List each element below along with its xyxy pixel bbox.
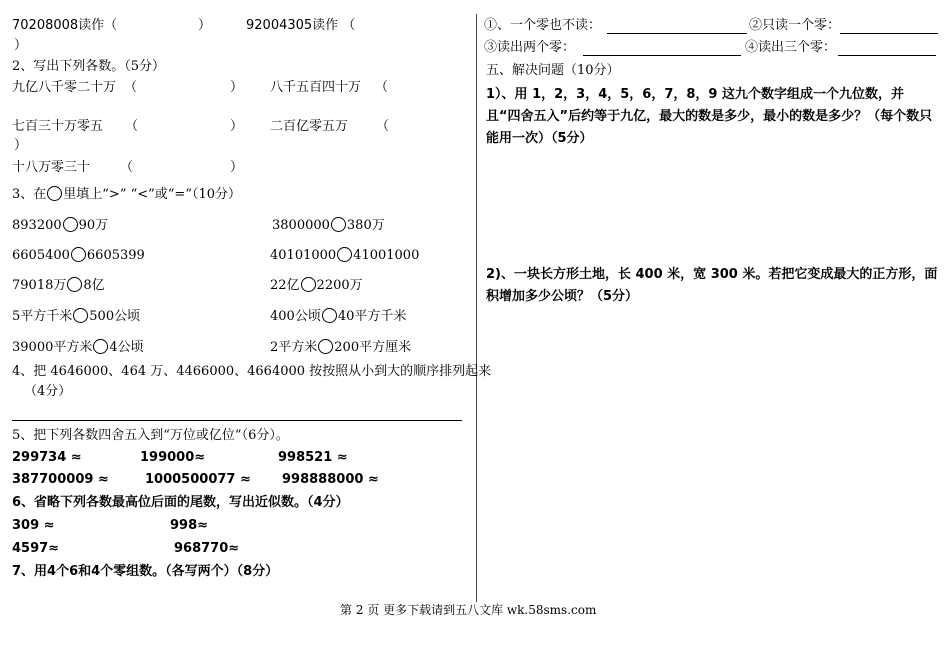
compare-item: 893200 90万 — [12, 218, 109, 233]
q5-item: 387700009 ≈ — [12, 472, 109, 487]
q4-title: 4、把 4646000、464 万、4466000、4664000 按按照从小到大的顺序排列起来 — [12, 364, 492, 379]
q2-item: 二百亿零五万 （ — [270, 119, 390, 134]
q5-item: 998888000 ≈ — [282, 472, 379, 487]
compare-item: 40101000 41001000 — [270, 248, 420, 263]
q6-item: 309 ≈ — [12, 518, 55, 533]
zero-reading-4-label: ④读出三个零： — [745, 40, 837, 55]
q5-title: 5、把下列各数四舍五入到“万位或亿位”（6分）。 — [12, 428, 289, 443]
read-item-2: 92004305读作 （ — [246, 18, 356, 33]
q2-item: 十八万零三十 （ — [12, 160, 134, 175]
zero-reading-1-label: ①、一个零也不读： — [484, 18, 602, 33]
compare-item: 79018万 8亿 — [12, 278, 105, 293]
zero-reading-2-blank[interactable] — [840, 33, 938, 34]
read-item-1: 70208008读作（ — [12, 18, 118, 33]
read-item-2-close: ） — [14, 38, 28, 53]
q2-item: 九亿八千零二十万 （ — [12, 80, 138, 95]
q2-item-close: ） — [230, 119, 244, 134]
compare-item: 22亿 2200万 — [270, 278, 363, 293]
compare-circle-icon[interactable] — [331, 217, 346, 232]
read-item-1-close: ） — [198, 18, 212, 33]
problem-1-text: 1）、用 1，2，3，4，5，6，7，8，9 这九个数字组成一个九位数，并且“四舍五入”后约等于九亿，最大的数是多少，最小的数是多少？（每个数只能用一次）（5分） — [486, 87, 933, 146]
q5-item: 199000≈ — [140, 450, 206, 465]
q4-points: （4分） — [24, 384, 72, 399]
q2-item: 七百三十万零五 （ — [12, 119, 139, 134]
q4-answer-line[interactable] — [12, 420, 462, 421]
q2-item-close: ） — [230, 160, 244, 175]
zero-reading-2-label: ②只读一个零： — [749, 18, 841, 33]
q2-wrap-close: ） — [14, 138, 28, 153]
compare-circle-icon[interactable] — [301, 277, 316, 292]
compare-item: 400公顷 40平方千米 — [270, 309, 407, 324]
page-footer: 第 2 页 更多下载请到五八文库 wk.58sms.com — [340, 603, 597, 617]
compare-circle-icon[interactable] — [93, 339, 108, 354]
q5-item: 299734 ≈ — [12, 450, 82, 465]
q6-item: 968770≈ — [174, 541, 240, 556]
zero-reading-3-blank[interactable] — [583, 55, 741, 56]
compare-circle-icon[interactable] — [337, 247, 352, 262]
zero-reading-1-blank[interactable] — [607, 33, 747, 34]
q6-item: 4597≈ — [12, 541, 60, 556]
q6-item: 998≈ — [170, 518, 209, 533]
compare-circle-icon — [47, 186, 62, 201]
zero-reading-3-label: ③读出两个零： — [484, 40, 576, 55]
column-divider — [476, 14, 477, 602]
compare-item: 6605400 6605399 — [12, 248, 145, 263]
compare-item: 2平方米 200平方厘米 — [270, 340, 412, 355]
compare-circle-icon[interactable] — [71, 247, 86, 262]
compare-circle-icon[interactable] — [73, 308, 88, 323]
compare-item: 5平方千米 500公顷 — [12, 309, 141, 324]
compare-item: 39000平方米 4公顷 — [12, 340, 144, 355]
q7-title: 7、用4个6和4个零组数。（各写两个）（8分） — [12, 564, 279, 579]
compare-circle-icon[interactable] — [67, 277, 82, 292]
q2-item-close: ） — [230, 80, 244, 95]
q2-item: 八千五百四十万 （ — [270, 80, 389, 95]
section-5-title: 五、解决问题（10分） — [486, 63, 620, 78]
q6-title: 6、省略下列各数最高位后面的尾数，写出近似数。（4分） — [12, 495, 349, 510]
q5-item: 998521 ≈ — [278, 450, 348, 465]
compare-item: 3800000 380万 — [272, 218, 385, 233]
q5-item: 1000500077 ≈ — [145, 472, 251, 487]
compare-circle-icon[interactable] — [318, 339, 333, 354]
zero-reading-4-blank[interactable] — [838, 55, 936, 56]
q2-title: 2、写出下列各数。（5分） — [12, 59, 166, 74]
problem-2-text: 2)、一块长方形土地，长 400 米，宽 300 米。若把它变成最大的正方形，面积增加多少公顷？（5分） — [486, 267, 938, 304]
q3-title: 3、在 里填上“>” “<”或“=”（10分） — [12, 187, 242, 202]
compare-circle-icon[interactable] — [322, 308, 337, 323]
compare-circle-icon[interactable] — [63, 217, 78, 232]
